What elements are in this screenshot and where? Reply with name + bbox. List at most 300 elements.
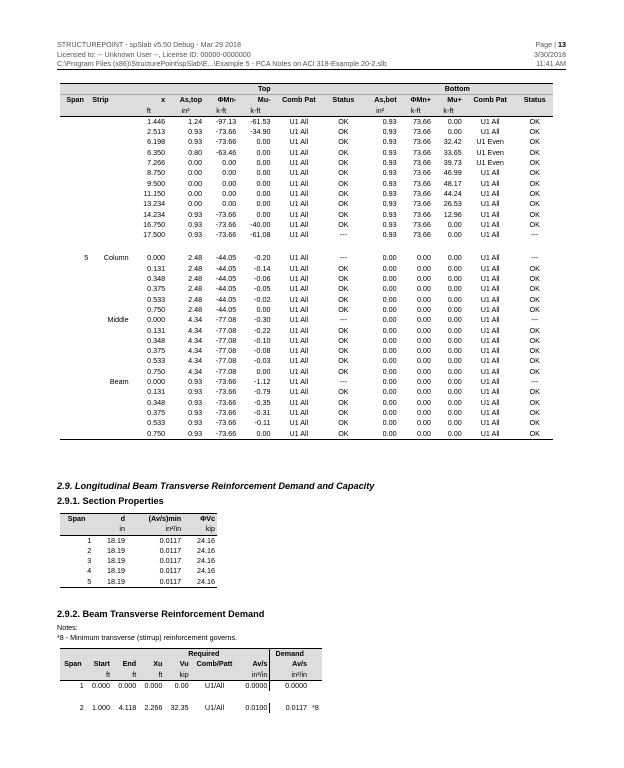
table-cell: 0.00 — [447, 127, 462, 137]
table-cell: U1 All — [289, 274, 309, 284]
table-cell — [60, 398, 90, 408]
demand-table-body — [60, 680, 322, 713]
table-cell — [60, 284, 90, 294]
table-cell — [90, 305, 130, 315]
table-cell: 0.00 — [382, 377, 397, 387]
table-row — [60, 429, 553, 440]
table-spacer — [60, 691, 322, 703]
table-cell: -1.12 — [254, 377, 271, 387]
table-cell: OK — [529, 168, 540, 178]
table-cell: 2 — [87, 545, 92, 555]
table-cell: -44.05 — [215, 253, 237, 263]
table-cell: 0.00 — [382, 397, 397, 407]
table-cell: 0.131 — [147, 387, 166, 397]
col-mu-bot: Mu+ — [433, 95, 464, 106]
table-cell: -0.05 — [254, 284, 271, 294]
table-cell: U1/All — [204, 703, 225, 713]
table-cell: U1 All — [480, 263, 500, 273]
sp-unit-phivc: kip — [183, 524, 217, 535]
table-cell: 0.00 — [238, 429, 272, 440]
table-cell: OK — [325, 429, 361, 440]
table-cell: -77.08 — [215, 325, 237, 335]
table-cell — [90, 284, 130, 294]
table-cell: 73.66 — [412, 178, 431, 188]
table-cell: U1 All — [480, 253, 500, 263]
table-cell: U1 Even — [476, 158, 504, 168]
table-cell: OK — [529, 346, 540, 356]
table-cell: -73.66 — [215, 418, 237, 428]
table-cell: OK — [529, 147, 540, 157]
table-cell: 0.00 — [382, 253, 397, 263]
table-cell: 0.00 — [382, 407, 397, 417]
table-row — [60, 284, 553, 294]
table-cell: -0.03 — [254, 356, 271, 366]
table-row — [60, 158, 553, 168]
table-cell: 1.446 — [147, 116, 166, 126]
table-cell: 0.00 — [416, 304, 431, 314]
dt-col-start: Start — [86, 659, 112, 669]
table-cell: U1 All — [480, 284, 500, 294]
table-cell: U1 All — [289, 377, 309, 387]
table-row — [60, 137, 553, 147]
table-cell: 0.00 — [188, 199, 203, 209]
table-cell: --- — [531, 377, 539, 387]
table-cell: OK — [338, 325, 349, 335]
header-time: 11:41 AM — [536, 59, 566, 68]
section-2-9-title: 2.9. Longitudinal Beam Transverse Reinforcement Demand and Capacity — [57, 481, 375, 491]
table-cell: 0.00 — [447, 230, 462, 240]
table-cell: 2.48 — [188, 263, 203, 273]
table-cell: U1 All — [289, 284, 309, 294]
table-cell: -40.00 — [250, 219, 271, 229]
table-cell: 33.65 — [443, 147, 462, 157]
table-cell: OK — [338, 284, 349, 294]
table-cell: OK — [529, 366, 540, 376]
table-cell: 0.00 — [447, 116, 462, 126]
table-cell: OK — [529, 127, 540, 137]
table-cell — [60, 116, 90, 127]
table-cell: U1 All — [480, 335, 500, 345]
table-cell: 73.66 — [412, 199, 431, 209]
col-as-bot: As,bot — [362, 95, 399, 106]
table-cell: U1 All — [480, 230, 500, 240]
table-cell: OK — [529, 178, 540, 188]
table-cell: 26.53 — [443, 199, 462, 209]
table-cell: -0.35 — [254, 397, 271, 407]
col-comb-bot: Comb Pat — [464, 95, 517, 106]
table-cell — [60, 127, 90, 137]
table-cell: 0.00 — [416, 346, 431, 356]
table-cell: 0.00 — [447, 284, 462, 294]
table-cell: 0.348 — [147, 274, 166, 284]
group-demand: Demand — [270, 649, 309, 660]
table-cell: 0.00 — [447, 346, 462, 356]
table-cell: 0.00 — [256, 304, 271, 314]
table-cell: 3 — [87, 556, 92, 566]
table-row — [60, 230, 553, 240]
table-cell: -73.66 — [215, 377, 237, 387]
table-cell: U1 All — [289, 178, 309, 188]
table-cell — [60, 179, 90, 189]
table-cell: 0.000 — [147, 315, 166, 325]
table-cell: 24.16 — [197, 535, 215, 545]
table-cell: 0.00 — [447, 325, 462, 335]
table-cell: 18.19 — [107, 535, 126, 545]
table-cell: U1 All — [289, 294, 309, 304]
table-row — [60, 398, 553, 408]
table-cell — [90, 346, 130, 356]
table-cell: 0.00 — [222, 199, 237, 209]
table-cell: 0.00 — [447, 387, 462, 397]
table-cell — [90, 295, 130, 305]
table-cell: 0.00 — [256, 137, 271, 147]
table-cell: 0.93 — [382, 178, 397, 188]
group-bottom: Bottom — [362, 84, 553, 95]
table-cell: U1 All — [289, 366, 309, 376]
table-cell: U1 All — [289, 168, 309, 178]
table-cell: OK — [338, 366, 349, 376]
table-cell: OK — [338, 356, 349, 366]
table-cell: -73.66 — [215, 397, 237, 407]
table-cell: 0.00 — [362, 429, 399, 440]
header-left — [57, 40, 387, 69]
table-cell: 1.000 — [91, 703, 110, 713]
table-cell: 8.750 — [147, 168, 166, 178]
table-cell — [90, 158, 130, 168]
table-cell: 0.00 — [416, 274, 431, 284]
table-cell: 0.00 — [222, 158, 237, 168]
table-cell: 4.34 — [188, 346, 203, 356]
table-cell: 4.34 — [188, 335, 203, 345]
table-cell: OK — [338, 219, 349, 229]
table-cell — [309, 680, 322, 691]
table-cell: 0.00 — [188, 188, 203, 198]
table-cell: OK — [338, 304, 349, 314]
table-cell: 0.00 — [447, 304, 462, 314]
table-cell: -0.22 — [254, 325, 271, 335]
table-cell: 24.16 — [197, 556, 215, 566]
dt-col-vu: Vu — [164, 659, 190, 669]
dt-unit-avs: in²/in — [238, 670, 270, 681]
table-cell: 0.00 — [256, 199, 271, 209]
table-cell: U1 All — [480, 356, 500, 366]
table-cell: 0.93 — [188, 219, 203, 229]
table-cell — [60, 377, 90, 387]
table-cell: 0.375 — [147, 346, 166, 356]
table-cell: OK — [529, 356, 540, 366]
table-cell: -34.90 — [250, 127, 271, 137]
table-cell: OK — [338, 397, 349, 407]
table-cell: 0.000 — [147, 377, 166, 387]
table-cell: 12.96 — [443, 209, 462, 219]
table-cell: 0.93 — [382, 188, 397, 198]
table-cell: U1 All — [480, 178, 500, 188]
table-cell: -61.53 — [250, 116, 271, 126]
table-cell: U1 All — [289, 325, 309, 335]
table-cell: OK — [529, 219, 540, 229]
table-cell: -73.66 — [215, 209, 237, 219]
table-cell: 0.93 — [382, 219, 397, 229]
table-cell: OK — [529, 294, 540, 304]
table-cell — [90, 137, 130, 147]
table-cell: OK — [338, 178, 349, 188]
table-row — [60, 356, 553, 366]
table-cell — [90, 387, 130, 397]
table-cell: 0.00 — [256, 158, 271, 168]
table-cell: 0.93 — [382, 116, 397, 126]
table-cell: 9.500 — [147, 178, 166, 188]
table-cell — [60, 137, 90, 147]
table-cell: 0.93 — [382, 158, 397, 168]
table-cell: U1 All — [289, 116, 309, 126]
table-cell: -0.11 — [254, 418, 271, 428]
table-cell: 0.93 — [188, 397, 203, 407]
group-top: Top — [167, 84, 362, 95]
table-cell: 0.0117 — [159, 566, 182, 576]
table-cell: -73.66 — [215, 230, 237, 240]
table-cell — [60, 418, 90, 428]
sp-col-av: (Av/s)min — [127, 514, 183, 525]
table-cell: U1 All — [480, 116, 500, 126]
table-cell: --- — [531, 230, 539, 240]
table-cell: 0.00 — [416, 407, 431, 417]
dt-col-avs: Av/s — [238, 659, 270, 669]
table-cell: 0.93 — [188, 387, 203, 397]
table-cell: 0.00 — [416, 356, 431, 366]
table-cell: U1 All — [480, 304, 500, 314]
table-cell: 44.24 — [443, 188, 462, 198]
table-cell: 1 — [79, 680, 84, 690]
table-row — [60, 116, 553, 127]
table-cell: 0.0117 — [159, 545, 182, 555]
table-cell: 1 — [87, 535, 92, 545]
dt-unit-avs2: in²/in — [270, 670, 309, 681]
table-cell: 0.00 — [174, 680, 189, 690]
table-cell: U1 All — [289, 253, 309, 263]
table-cell: 17.500 — [143, 230, 166, 240]
table-cell: U1 All — [273, 429, 326, 440]
table-cell: OK — [529, 325, 540, 335]
table-cell: -0.06 — [254, 274, 271, 284]
table-cell: OK — [529, 263, 540, 273]
table-cell — [90, 127, 130, 137]
table-row — [60, 220, 553, 230]
table-cell: OK — [338, 407, 349, 417]
notes-title: Notes: — [57, 623, 78, 632]
table-cell: 0.00 — [416, 284, 431, 294]
table-cell: --- — [339, 377, 347, 387]
dt-col-xu: Xu — [138, 659, 164, 669]
table-cell: 0.000 — [118, 680, 137, 690]
header-filepath: C:\Program Files (x86)\StructurePoint\spSlab\E...\Example 5 - PCA Notes on ACI 318-Example 20-2.slb — [57, 59, 387, 68]
dt-unit-xu: ft — [138, 670, 164, 681]
table-cell: 0.00 — [433, 429, 464, 440]
table-cell: U1 All — [480, 294, 500, 304]
table-cell: 0.00 — [447, 263, 462, 273]
dt-col-avs2: Av/s — [270, 659, 309, 669]
table-cell: OK — [529, 137, 540, 147]
table-cell: OK — [338, 209, 349, 219]
table-cell: 0.00 — [382, 325, 397, 335]
table-cell — [60, 264, 90, 274]
table-cell: OK — [338, 346, 349, 356]
table-cell: 5 — [84, 253, 89, 263]
table-cell: 0.93 — [188, 127, 203, 137]
table-cell: OK — [516, 429, 553, 440]
notes-line: *8 - Minimum transverse (stirrup) reinforcement governs. — [57, 633, 238, 642]
table-cell: U1 All — [480, 127, 500, 137]
table-row — [60, 577, 217, 588]
table-cell: U1 All — [289, 304, 309, 314]
table-row — [60, 336, 553, 346]
table-cell: 0.0117 — [270, 703, 309, 713]
table-cell: OK — [338, 199, 349, 209]
table-cell: 73.66 — [412, 127, 431, 137]
table-cell: OK — [529, 199, 540, 209]
table-cell: 0.00 — [188, 158, 203, 168]
table-cell: 0.00 — [447, 335, 462, 345]
table-cell: 0.750 — [147, 366, 166, 376]
table-cell: 0.00 — [416, 325, 431, 335]
table-cell: U1 All — [464, 429, 517, 440]
table-cell — [60, 295, 90, 305]
table-cell — [60, 408, 90, 418]
col-as-top: As,top — [167, 95, 204, 106]
table-cell: -73.66 — [215, 137, 237, 147]
table-cell: 1.24 — [188, 116, 203, 126]
table-cell: U1 All — [480, 366, 500, 376]
table-cell: U1 All — [480, 188, 500, 198]
col-status-bot: Status — [516, 95, 553, 106]
table-cell: 0.750 — [131, 429, 167, 440]
demand-table — [60, 648, 322, 713]
table-cell: 0.000 — [147, 253, 166, 263]
table-cell: OK — [338, 335, 349, 345]
table-row — [60, 127, 553, 137]
sp-col-span: Span — [60, 514, 93, 525]
table-cell: 16.750 — [143, 219, 166, 229]
col-strip: Strip — [90, 95, 130, 106]
table-cell: U1 All — [289, 127, 309, 137]
table-cell: Beam — [109, 377, 129, 387]
table-cell: U1/All — [204, 680, 225, 690]
table-cell: OK — [529, 284, 540, 294]
table-cell — [90, 210, 130, 220]
table-row — [60, 315, 553, 325]
table-cell: 0.00 — [399, 429, 433, 440]
dt-unit-start: ft — [86, 670, 112, 681]
notes — [57, 623, 237, 643]
table-cell: 0.00 — [256, 209, 271, 219]
table-cell: U1 All — [289, 199, 309, 209]
table-cell: -0.31 — [254, 407, 271, 417]
table-cell: 4.118 — [118, 703, 137, 713]
table-cell: 2.48 — [188, 304, 203, 314]
col-status-top: Status — [325, 95, 361, 106]
table-cell: 46.99 — [443, 168, 462, 178]
table-cell — [60, 274, 90, 284]
table-cell — [90, 408, 130, 418]
table-cell: 0.00 — [447, 418, 462, 428]
table-cell: 0.131 — [147, 325, 166, 335]
table-cell: 4.34 — [188, 325, 203, 335]
table-cell: 32.42 — [443, 137, 462, 147]
table-cell: U1 All — [480, 377, 500, 387]
table-cell: U1 All — [289, 418, 309, 428]
section-properties-table — [60, 513, 217, 588]
table-cell: 0.00 — [447, 219, 462, 229]
table-cell — [90, 274, 130, 284]
table-cell: 0.00 — [382, 284, 397, 294]
table-cell: 0.00 — [447, 397, 462, 407]
table-cell: --- — [531, 253, 539, 263]
table-cell: 73.66 — [412, 188, 431, 198]
unit-as-bot: in² — [362, 106, 399, 117]
table-cell: U1 All — [289, 158, 309, 168]
table-cell — [90, 264, 130, 274]
table-cell: 0.93 — [382, 209, 397, 219]
col-phimn-bot: ΦMn+ — [399, 95, 433, 106]
table-cell: U1 All — [289, 335, 309, 345]
unit-mu-top: k-ft — [238, 106, 272, 117]
table-cell: OK — [338, 168, 349, 178]
dt-unit-end: ft — [112, 670, 138, 681]
col-comb-top: Comb Pat — [273, 95, 326, 106]
table-cell: 0.00 — [416, 387, 431, 397]
table-cell: -0.02 — [254, 294, 271, 304]
dt-unit-vu: kip — [164, 670, 190, 681]
table-cell — [90, 199, 130, 209]
table-row — [60, 148, 553, 158]
table-cell: -0.79 — [254, 387, 271, 397]
table-cell: OK — [338, 116, 349, 126]
table-cell: -44.05 — [215, 263, 237, 273]
table-cell: 2.513 — [147, 127, 166, 137]
table-cell — [90, 398, 130, 408]
section-properties-body — [60, 535, 217, 587]
table-cell: 2.48 — [188, 284, 203, 294]
table-cell: OK — [529, 335, 540, 345]
table-cell: 32.35 — [170, 703, 189, 713]
table-cell: 0.00 — [447, 377, 462, 387]
table-cell: 0.93 — [188, 407, 203, 417]
table-cell: 0.00 — [256, 147, 271, 157]
table-cell: 0.0000 — [245, 680, 268, 690]
table-cell: 73.66 — [412, 168, 431, 178]
table-cell: OK — [529, 304, 540, 314]
table-cell: 0.93 — [382, 199, 397, 209]
unit-mu-bot: k-ft — [433, 106, 464, 117]
table-row — [60, 546, 217, 556]
table-cell: 0.00 — [382, 418, 397, 428]
table-cell — [60, 346, 90, 356]
table-cell: 0.00 — [416, 418, 431, 428]
table-cell: 24.16 — [197, 545, 215, 555]
table-cell: U1 All — [289, 387, 309, 397]
col-mu-top: Mu- — [238, 95, 272, 106]
table-row — [60, 556, 217, 566]
table-cell — [90, 418, 130, 428]
table-cell: 0.375 — [147, 284, 166, 294]
table-cell: U1 Even — [476, 137, 504, 147]
table-cell: 4.34 — [188, 356, 203, 366]
dt-col-span: Span — [60, 659, 86, 669]
table-cell — [60, 356, 90, 366]
header-right — [534, 40, 566, 69]
table-cell: U1 All — [480, 418, 500, 428]
table-cell: 2.48 — [188, 253, 203, 263]
unit-as-top: in² — [167, 106, 204, 117]
